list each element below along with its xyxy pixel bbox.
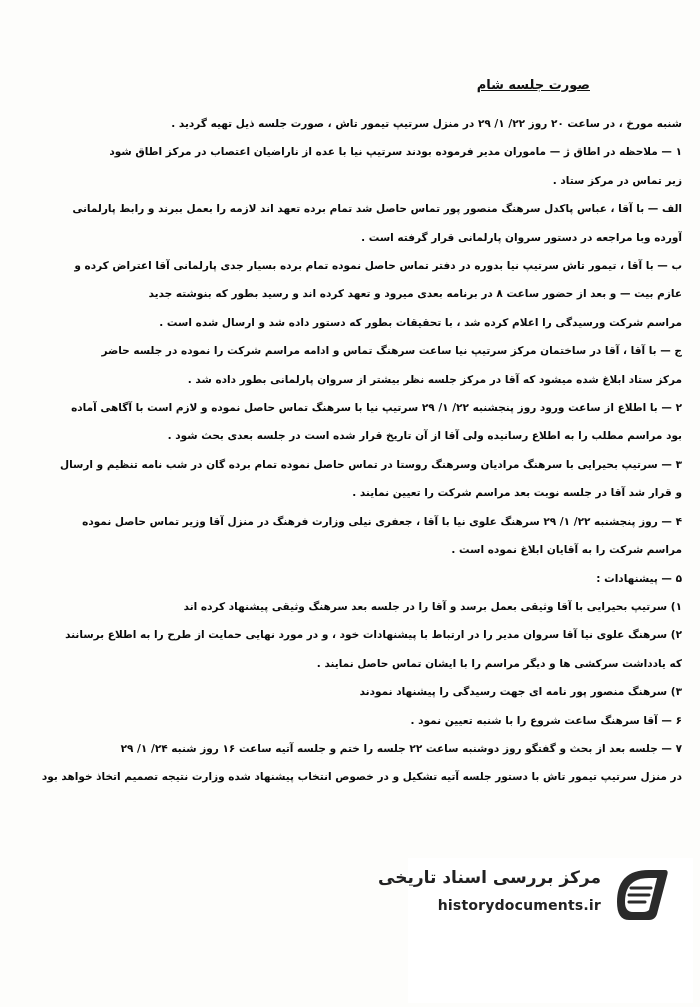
body-line: ۳ — سرتیپ بحیرایی با سرهنگ مرادیان وسرهنگ روستا در تماس حاصل نموده تمام برده گان در شب نامه تنظیم و ارسال (59, 458, 682, 471)
body-line: که یادداشت سرکشی ها و دیگر مراسم را با ایشان تماس حاصل نمایند . (316, 657, 682, 670)
body-line: مراسم شرکت را به آقایان ابلاغ نموده است . (451, 544, 682, 557)
body-line: زیر تماس در مرکز ستاد . (552, 174, 682, 187)
document-heading: صورت جلسه شام (476, 78, 590, 93)
body-line: و قرار شد آقا در جلسه نوبت بعد مراسم شرکت را تعیین نمایند . (352, 487, 682, 500)
archive-document-icon (609, 862, 675, 928)
body-line: عازم بیت — و بعد از حضور ساعت ۸ در برنامه بعدی میرود و تعهد کرده اند و رسید بطور که بنوشته جدید (148, 288, 682, 301)
body-line: ۷ — جلسه بعد از بحث و گفتگو روز دوشنبه ساعت ۲۲ جلسه را ختم و جلسه آتیه ساعت ۱۶ روز شنبه ۲۴/ ۱/ ۲۹ (120, 742, 682, 755)
body-line: شنبه مورخ ، در ساعت ۲۰ روز ۲۲/ ۱/ ۲۹ در منزل سرتیپ تیمور تاش ، صورت جلسه ذیل تهیه گردید . (171, 118, 682, 130)
body-line: ۴ — روز پنجشنبه ۲۲/ ۱/ ۲۹ سرهنگ علوی نیا با آقا ، جعفری نیلی وزارت فرهنگ در منزل آقا وزیر تماس حاصل نموده (82, 515, 682, 528)
body-line: ب — با آقا ، تیمور تاش سرتیپ نیا بدوره در دفتر تماس حاصل نموده تمام برده بسیار جدی پارلمانی آقا اعتراض کرده و (74, 260, 682, 273)
body-line: ج — با آقا ، آقا در ساختمان مرکز سرتیپ نیا ساعت سرهنگ تماس و ادامه مراسم شرکت را نموده در جلسه حاضر (101, 345, 682, 358)
body-line: ۵ — پیشنهادات : (596, 572, 682, 585)
body-line: مراسم شرکت ورسیدگی را اعلام کرده شد ، با تحقیقات بطور که دستور داده شد و ارسال شده است . (159, 316, 682, 329)
watermark-title: مرکز بررسی اسناد تاریخی (378, 868, 601, 888)
body-line: آورده وبا مراجعه در دستور سروان پارلمانی قرار گرفته است . (361, 231, 682, 244)
document-body (18, 110, 682, 792)
watermark-url: historydocuments.ir (437, 898, 601, 914)
body-line: ۱) سرتیپ بحیرایی با آقا وثیقی بعمل برسد و آقا را در جلسه بعد سرهنگ وثیقی پیشنهاد کرده اند (183, 600, 682, 613)
body-line: ۲) سرهنگ علوی نیا آقا سروان مدیر را در ارتباط با پیشنهادات خود ، و در مورد نهایی حمایت از طرح را به اطلاع برسانند (65, 629, 682, 642)
body-line: ۲ — با اطلاع از ساعت ورود روز پنجشنبه ۲۲/ ۱/ ۲۹ سرتیپ نیا با سرهنگ تماس حاصل نموده و لازم است با آگاهی آماده (71, 402, 682, 415)
body-line: الف — با آقا ، عباس پاکدل سرهنگ منصور پور تماس حاصل شد تمام برده تعهد اند لازمه را بعمل ببرند و رابط پارلمانی (72, 203, 682, 216)
body-line: ۳) سرهنگ منصور پور نامه ای جهت رسیدگی را پیشنهاد نمودند (359, 686, 682, 699)
body-line: ۱ — ملاحظه در اطاق ژ — ماموران مدیر فرموده بودند سرتیپ نیا با عده از ناراضیان اعتصاب در مرکز اطاق شود (109, 146, 682, 159)
body-line: بود مراسم مطلب را به اطلاع رسانیده ولی آقا از آن تاریخ قرار شده است در جلسه بعدی بحث شود . (167, 430, 682, 443)
watermark-logo (378, 858, 693, 1003)
body-line: در منزل سرتیپ تیمور تاش با دستور جلسه آتیه تشکیل و در خصوص انتخاب پیشنهاد شده وزارت نتیجه تصمیم اتخاذ خواهد بود (41, 771, 682, 784)
body-line: مرکز ستاد ابلاغ شده میشود که آقا در مرکز جلسه نظر بیشتر از سروان پارلمانی بطور داده شد . (187, 373, 682, 386)
body-line: ۶ — آقا سرهنگ ساعت شروع را با شنبه تعیین نمود . (410, 714, 682, 727)
